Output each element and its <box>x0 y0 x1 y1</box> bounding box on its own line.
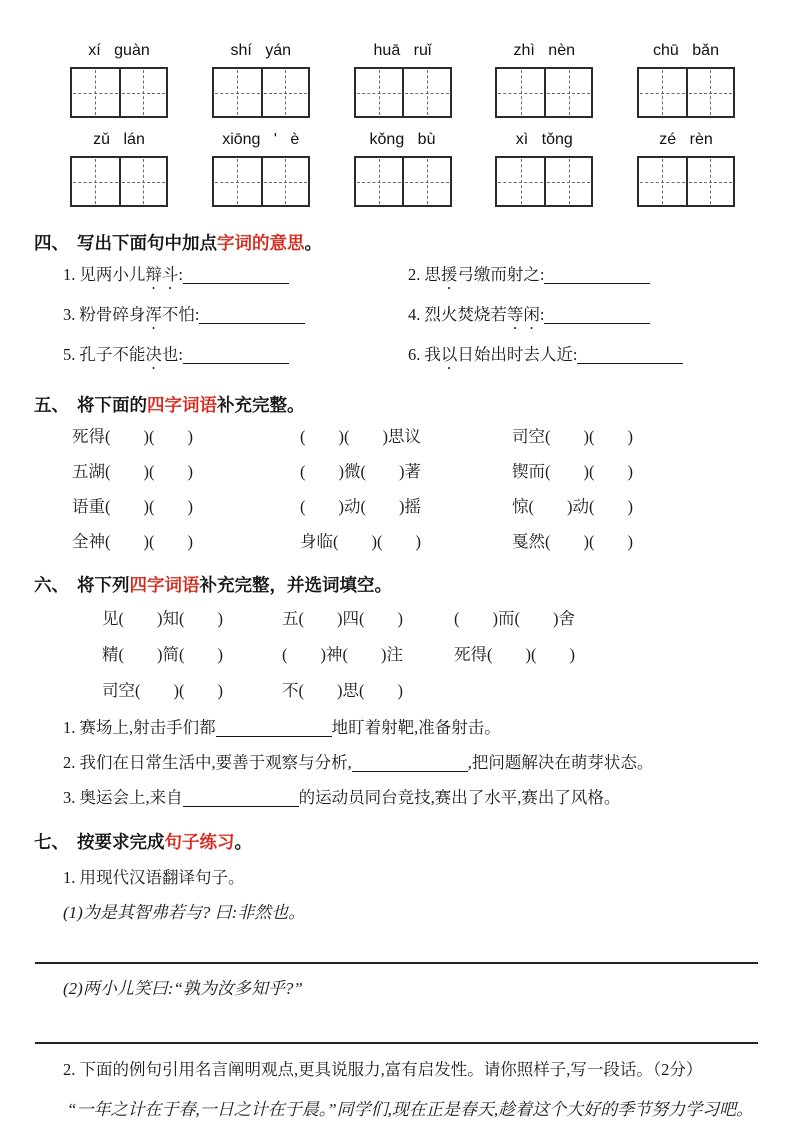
grid-cell <box>356 69 403 116</box>
grid-cell <box>119 69 166 116</box>
character-grid <box>70 156 168 207</box>
example-paragraph: “一年之计在于春,一日之计在于晨。”同学们,现在正是春天,趁着这个大好的季节努力学习吧。 <box>67 1100 754 1119</box>
question-item <box>408 343 793 373</box>
answer-blank <box>183 347 289 364</box>
section-number: 四、 <box>34 233 69 253</box>
pinyin-word-block <box>495 131 593 207</box>
pinyin-label: chū bǎn <box>653 42 719 59</box>
character-grid <box>354 156 452 207</box>
question-number: 4. <box>408 305 421 324</box>
question-text: 见两小儿 <box>79 265 146 284</box>
question-text: 我 <box>424 345 441 364</box>
question-text: 弓缴而射之: <box>457 265 545 284</box>
question-number: 3. <box>63 305 76 324</box>
idiom-blank: 惊( )动( ) <box>512 497 633 516</box>
character-grid <box>637 156 735 207</box>
classical-sentence-1: (1)为是其智弗若与? 曰:非然也。 <box>63 903 306 922</box>
section5-header <box>34 393 793 417</box>
answer-line <box>35 962 758 964</box>
section-title: 写出下面句中加点 <box>77 233 217 253</box>
idiom-blank: 身临( )( ) <box>300 532 421 551</box>
emphasized-word: 决 <box>145 345 162 364</box>
idiom-blank: ( )而( )舍 <box>454 609 575 628</box>
answer-blank <box>352 755 468 772</box>
fill-sentence <box>63 751 763 775</box>
pinyin-word-block <box>212 42 310 118</box>
question-item <box>63 343 408 373</box>
section-title: 将下面的 <box>77 395 147 415</box>
character-grid <box>212 156 310 207</box>
pinyin-label: zé rèn <box>659 131 713 148</box>
question-item <box>63 303 408 333</box>
grid-cell <box>497 69 544 116</box>
idiom-blank: 司空( )( ) <box>102 681 223 700</box>
section-title: 按要求完成 <box>77 832 165 852</box>
answer-blank <box>183 790 299 807</box>
pinyin-label: xí guàn <box>88 42 150 59</box>
question-text: : <box>539 305 545 324</box>
pinyin-word-block <box>212 131 310 207</box>
sentence-text: 地盯着射靶,准备射击。 <box>331 718 501 737</box>
question-text: 日始出时去人近: <box>457 345 578 364</box>
section-title: 补充完整。 <box>217 395 305 415</box>
idiom-blank: 锲而( )( ) <box>512 462 633 481</box>
pinyin-word-block <box>495 42 593 118</box>
section7-subitem-2: 2. 下面的例句引用名言阐明观点,更具说服力,富有启发性。请你照样子,写一段话。（2分） <box>63 1060 703 1079</box>
sentence-text: 1. 赛场上,射击手们都 <box>63 718 216 737</box>
emphasized-word: 辩斗 <box>145 265 179 284</box>
character-grid <box>637 67 735 118</box>
sentence-text: 3. 奥运会上,来自 <box>63 788 183 807</box>
idiom-blank: 死得( )( ) <box>454 645 575 664</box>
fill-sentence <box>63 716 763 740</box>
question-number: 2. <box>408 265 421 284</box>
idiom-blank: 五( )四( ) <box>282 609 403 628</box>
pinyin-label: huā ruǐ <box>373 42 432 59</box>
grid-cell <box>214 158 261 205</box>
grid-cell <box>119 158 166 205</box>
emphasized-word: 援 <box>440 265 458 284</box>
question-number: 1. <box>63 265 76 284</box>
idiom-blank <box>454 680 793 702</box>
question-text: 也: <box>161 345 183 364</box>
answer-line <box>35 1042 758 1044</box>
idiom-blank: 不( )思( ) <box>282 681 403 700</box>
grid-cell <box>261 158 308 205</box>
answer-blank <box>216 720 332 737</box>
section-title: 。 <box>234 832 252 852</box>
question-text: 孔子不能 <box>79 345 146 364</box>
pinyin-label: shí yán <box>230 42 292 59</box>
pinyin-word-block <box>354 42 452 118</box>
question-item <box>63 263 408 293</box>
idiom-blank: ( )神( )注 <box>282 645 403 664</box>
answer-blank <box>544 307 650 324</box>
question-number: 6. <box>408 345 421 364</box>
idiom-blank: 全神( )( ) <box>72 532 193 551</box>
emphasized-word: 以 <box>440 345 458 364</box>
idiom-blank: ( )微( )著 <box>300 462 421 481</box>
answer-blank <box>199 307 305 324</box>
character-grid <box>212 67 310 118</box>
sentence-text: ,把问题解决在萌芽状态。 <box>467 753 654 772</box>
section5-phrases <box>72 426 793 553</box>
grid-cell <box>686 158 733 205</box>
idiom-blank: 司空( )( ) <box>512 427 633 446</box>
grid-cell <box>497 158 544 205</box>
pinyin-section <box>0 0 793 207</box>
section-number: 六、 <box>34 575 69 595</box>
pinyin-label: kǒng bù <box>369 131 436 148</box>
grid-cell <box>544 69 591 116</box>
question-text: 不怕: <box>161 305 200 324</box>
question-text: 粉骨碎身 <box>79 305 146 324</box>
grid-cell <box>639 158 686 205</box>
section7-subitem-1: 1. 用现代汉语翻译句子。 <box>63 868 245 887</box>
section6-header <box>34 573 793 597</box>
section7-header <box>34 830 793 854</box>
section4-header <box>34 231 793 255</box>
character-grid <box>495 156 593 207</box>
pinyin-word-block <box>70 131 168 207</box>
character-grid <box>70 67 168 118</box>
character-grid <box>354 67 452 118</box>
section4-items <box>63 263 793 373</box>
grid-cell <box>639 69 686 116</box>
section6-phrases <box>102 608 793 702</box>
pinyin-label: zǔ lán <box>93 131 145 148</box>
answer-blank <box>183 267 289 284</box>
sentence-text: 2. 我们在日常生活中,要善于观察与分析, <box>63 753 352 772</box>
idiom-blank: 精( )简( ) <box>102 645 223 664</box>
section-title-highlight: 四字词语 <box>147 395 217 415</box>
pinyin-row-2 <box>70 131 735 207</box>
pinyin-label: zhì nèn <box>513 42 575 59</box>
section-number: 五、 <box>34 395 69 415</box>
pinyin-word-block <box>70 42 168 118</box>
character-grid <box>495 67 593 118</box>
idiom-blank: 戛然( )( ) <box>512 532 633 551</box>
idiom-blank: ( )动( )摇 <box>300 497 421 516</box>
answer-blank <box>577 347 683 364</box>
emphasized-word: 等闲 <box>506 305 540 324</box>
idiom-blank: 五湖( )( ) <box>72 462 193 481</box>
pinyin-row-1 <box>70 42 735 118</box>
pinyin-word-block <box>637 42 735 118</box>
emphasized-word: 浑 <box>145 305 162 324</box>
grid-cell <box>261 69 308 116</box>
pinyin-word-block <box>354 131 452 207</box>
idiom-blank: ( )( )思议 <box>300 427 421 446</box>
section-title: 补充完整，并选词填空。 <box>199 575 392 595</box>
question-number: 5. <box>63 345 76 364</box>
section-title-highlight: 四字词语 <box>129 575 200 595</box>
question-text: 思 <box>424 265 441 284</box>
idiom-blank: 语重( )( ) <box>72 497 193 516</box>
idiom-blank: 见( )知( ) <box>102 609 223 628</box>
question-item <box>408 303 793 333</box>
question-item <box>408 263 793 293</box>
answer-blank <box>544 267 650 284</box>
classical-sentence-2: (2)两小儿笑曰:“孰为汝多知乎?” <box>63 979 303 998</box>
pinyin-label: xì tǒng <box>515 131 573 148</box>
grid-cell <box>214 69 261 116</box>
grid-cell <box>544 158 591 205</box>
idiom-blank: 死得( )( ) <box>72 427 193 446</box>
section-title: 。 <box>304 233 322 253</box>
question-text: 烈火焚烧若 <box>424 305 507 324</box>
section-title-highlight: 句子练习 <box>164 832 235 852</box>
section-title-highlight: 字词的意思 <box>217 233 305 253</box>
grid-cell <box>686 69 733 116</box>
grid-cell <box>72 158 119 205</box>
section-number: 七、 <box>34 832 69 852</box>
grid-cell <box>402 158 449 205</box>
sentence-text: 的运动员同台竞技,赛出了水平,赛出了风格。 <box>298 788 621 807</box>
section-title: 将下列 <box>77 575 130 595</box>
pinyin-word-block <box>637 131 735 207</box>
grid-cell <box>72 69 119 116</box>
grid-cell <box>356 158 403 205</box>
grid-cell <box>402 69 449 116</box>
question-text: : <box>178 265 183 284</box>
pinyin-label: xiōng ' è <box>222 131 300 148</box>
fill-sentence <box>63 786 763 810</box>
